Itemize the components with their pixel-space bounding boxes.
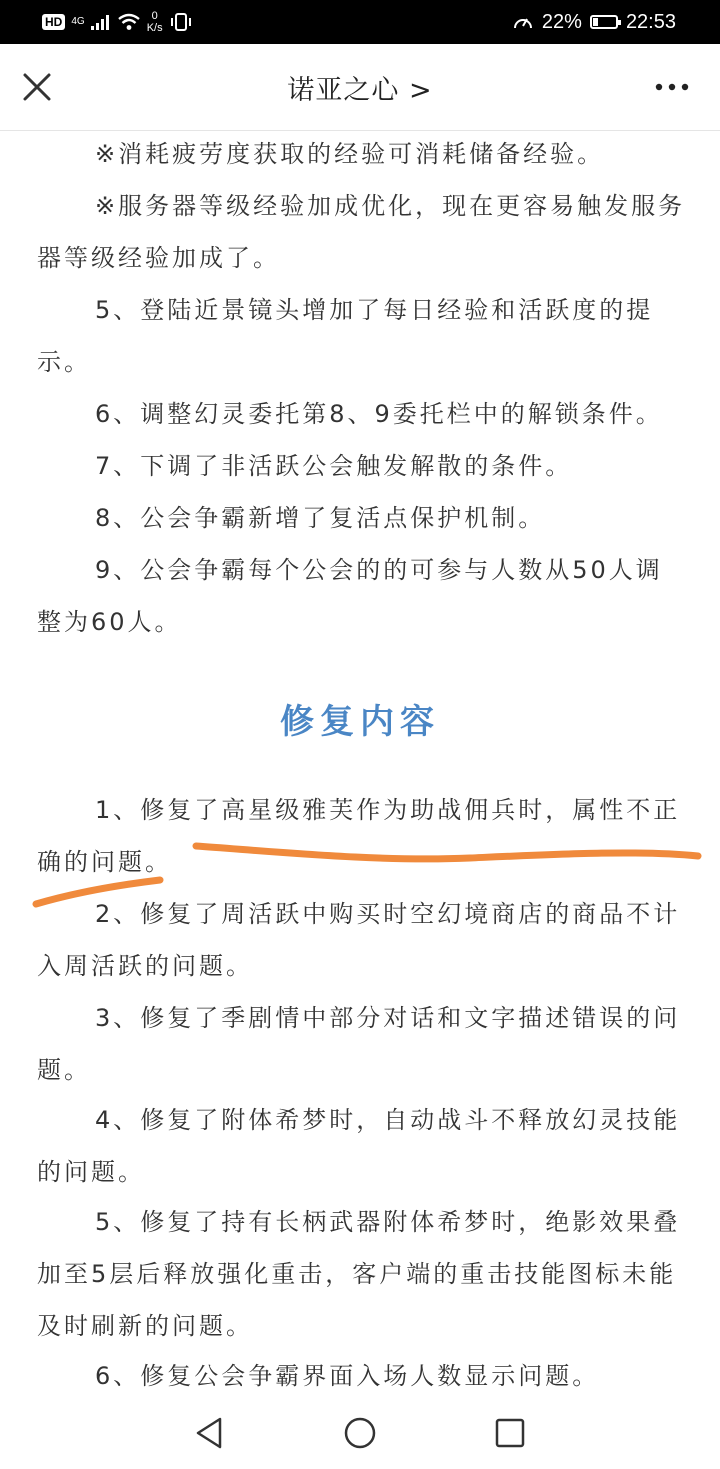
network-speed <box>147 10 163 34</box>
fix-item: 6、修复公会争霸界面入场人数显示问题。 <box>95 1362 600 1390</box>
status-bar <box>0 0 720 44</box>
speedometer-icon <box>512 12 534 32</box>
page-title[interactable]: 诺亚之心 > <box>287 75 433 106</box>
fix-item: 2、修复了周活跃中购买时空幻境商店的商品不计入周活跃的问题。 <box>37 900 681 980</box>
more-icon[interactable] <box>654 80 690 94</box>
navigation-bar <box>0 1395 720 1469</box>
article-line: 6、调整幻灵委托第8、9委托栏中的解锁条件。 <box>95 400 663 428</box>
article-line: ※服务器等级经验加成优化，现在更容易触发服务器等级经验加成了。 <box>37 192 686 272</box>
fix-item: 1、修复了高星级雅芙作为助战佣兵时，属性不正确的问题。 <box>37 796 681 876</box>
article-line: 5、登陆近景镜头增加了每日经验和活跃度的提示。 <box>37 296 654 376</box>
speed-unit: K/s <box>146 22 163 34</box>
network-type: 4G <box>71 16 85 27</box>
fix-item: 3、修复了季剧情中部分对话和文字描述错误的问题。 <box>37 1004 681 1084</box>
home-circle-icon[interactable] <box>340 1413 380 1453</box>
battery-fill <box>593 18 598 26</box>
recents-square-icon[interactable] <box>490 1413 530 1453</box>
clock: 22:53 <box>625 10 676 33</box>
article-line: 7、下调了非活跃公会触发解散的条件。 <box>95 452 573 480</box>
title-bar <box>0 44 720 131</box>
hd-badge: HD <box>42 14 65 30</box>
battery-icon <box>590 15 618 29</box>
fix-item: 5、修复了持有长柄武器附体希梦时，绝影效果叠加至5层后释放强化重击，客户端的重击技能图标未能及时刷新的问题。 <box>37 1208 681 1340</box>
back-triangle-icon[interactable] <box>190 1413 230 1453</box>
battery-percent: 22% <box>541 10 582 33</box>
article-line: ※消耗疲劳度获取的经验可消耗储备经验。 <box>95 140 605 168</box>
status-left <box>42 9 193 35</box>
article-line: 8、公会争霸新增了复活点保护机制。 <box>95 504 546 532</box>
vibrate-icon <box>169 13 193 31</box>
wifi-icon <box>117 13 141 31</box>
section-heading-fixes: 修复内容 <box>280 702 440 742</box>
article-line: 9、公会争霸每个公会的的可参与人数从50人调整为60人。 <box>37 556 663 636</box>
speed-value: 0 <box>151 10 158 22</box>
status-right <box>512 9 676 35</box>
fix-item: 4、修复了附体希梦时，自动战斗不释放幻灵技能的问题。 <box>37 1106 681 1186</box>
signal-icon <box>91 14 111 30</box>
